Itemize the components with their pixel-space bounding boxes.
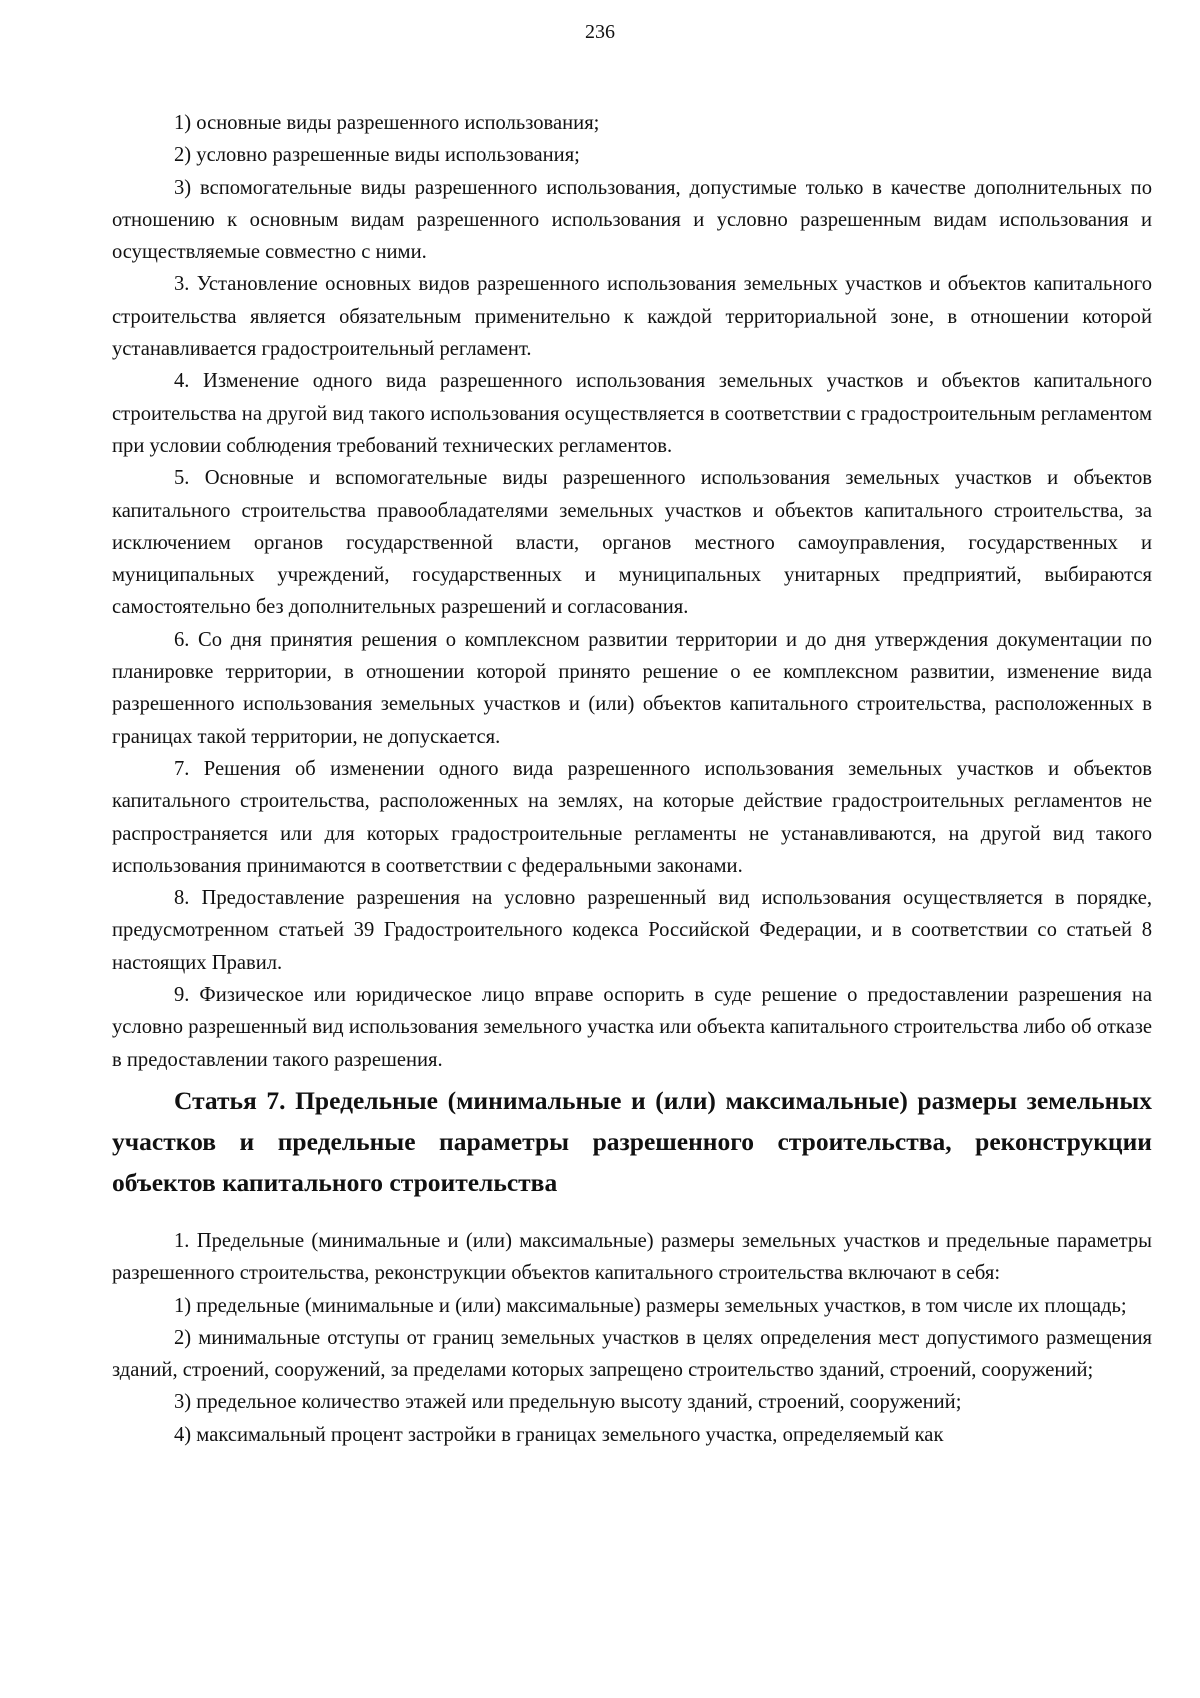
heading-spacer [112,1203,1152,1225]
list-item-min-setbacks: 2) минимальные отступы от границ земельных участков в целях определения мест допустимого размещения зданий, строений, сооружений, за пределами которых запрещено строительство зданий, строений, сооружений; [112,1326,1152,1382]
page-number: 236 [585,21,615,43]
list-item-max-floors: 3) предельное количество этажей или предельную высоту зданий, строений, сооружений; [174,1391,962,1414]
paragraph-8: 8. Предоставление разрешения на условно разрешенный вид использования осуществляется в порядке, предусмотренном статьей 39 Градостроительного кодекса Российской Федерации, и в соответствии со статьей 8 настоящих Правил. [112,887,1152,974]
paragraph-6: 6. Со дня принятия решения о комплексном развитии территории и до дня утверждения документации по планировке территории, в отношении которой принято решение о ее комплексном развитии, изменение вида разрешенного использования земельных участков и (или) объектов капитального строительства, расположенных в границах такой территории, не допускается. [112,628,1152,748]
paragraph-9: 9. Физическое или юридическое лицо вправе оспорить в суде решение о предоставлении разрешения на условно разрешенный вид использования земельного участка или объекта капитального строительства либо об отказе в предоставлении такого разрешения. [112,984,1152,1071]
paragraph-7: 7. Решения об изменении одного вида разрешенного использования земельных участков и объектов капитального строительства, расположенных на землях, на которые действие градостроительных регламентов не распространяется или для которых градостроительные регламенты не устанавливаются, на другой вид такого использования принимаются в соответствии с федеральными законами. [112,757,1152,877]
list-item-conditional-uses: 2) условно разрешенные виды использования; [174,144,580,167]
list-item-auxiliary-uses: 3) вспомогательные виды разрешенного использования, допустимые только в качестве дополнительных по отношению к основным видам разрешенного использования и условно разрешенным видам использования и осуществляемые совместно с ними. [112,176,1152,264]
page-content [112,107,1152,1451]
article-7-heading: Статья 7. Предельные (минимальные и (или) максимальные) размеры земельных участков и предельные параметры разрешенного строительства, реконструкции объектов капитального строительства [112,1085,1152,1197]
paragraph-5: 5. Основные и вспомогательные виды разрешенного использования земельных участков и объектов капитального строительства правообладателями земельных участков и объектов капитального строительства, за исключением органов государственной власти, органов местного самоуправления, государственных и муниципальных учреждений, государственных и муниципальных унитарных предприятий, выбираются самостоятельно без дополнительных разрешений и согласования. [112,467,1152,619]
list-item-max-coverage: 4) максимальный процент застройки в границах земельного участка, определяемый как [174,1423,944,1446]
list-item-plot-sizes: 1) предельные (минимальные и (или) максимальные) размеры земельных участков, в том числе их площадь; [174,1294,1127,1317]
paragraph-4: 4. Изменение одного вида разрешенного использования земельных участков и объектов капитального строительства на другой вид такого использования осуществляется в соответствии с градостроительным регламентом при условии соблюдения требований технических регламентов. [112,370,1152,457]
article-7-paragraph-1: 1. Предельные (минимальные и (или) максимальные) размеры земельных участков и предельные параметры разрешенного строительства, реконструкции объектов капитального строительства включают в себя: [112,1229,1152,1285]
paragraph-3: 3. Установление основных видов разрешенного использования земельных участков и объектов капитального строительства является обязательным применительно к каждой территориальной зоне, в отношении которой устанавливается градостроительный регламент. [112,273,1152,361]
list-item-basic-uses: 1) основные виды разрешенного использования; [174,112,600,134]
